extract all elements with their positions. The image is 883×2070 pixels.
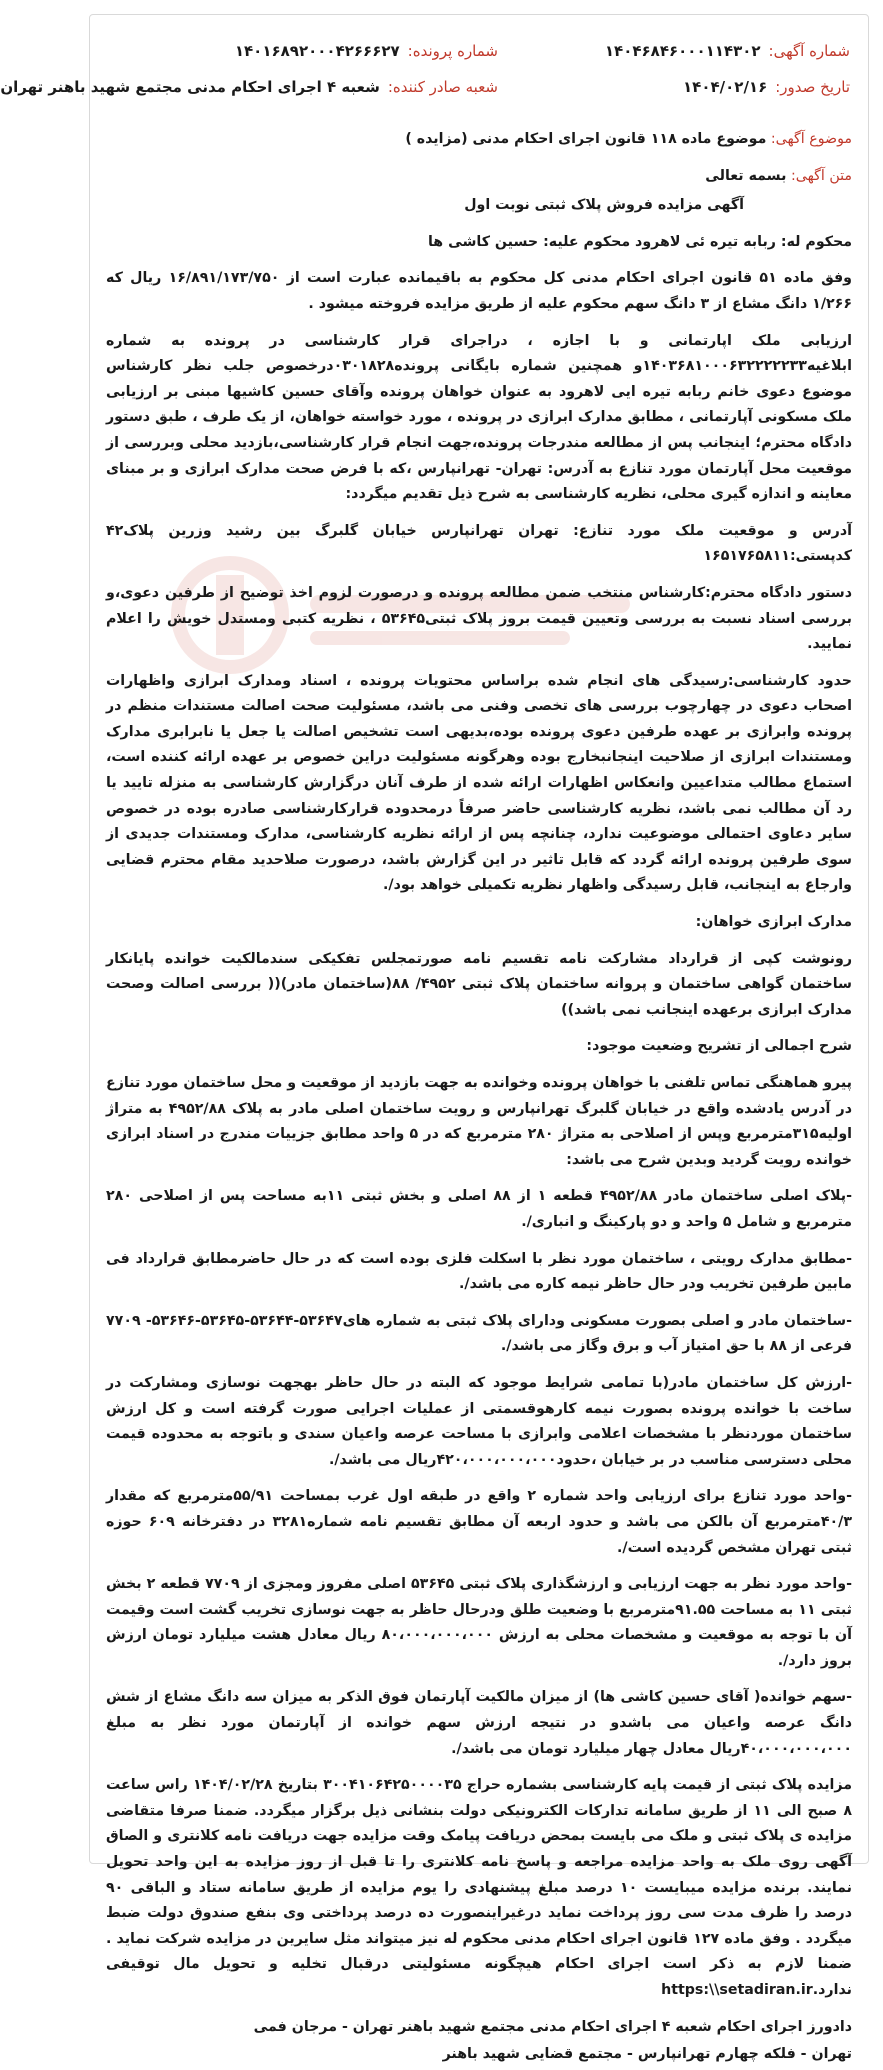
ad-title: آگهی مزایده فروش پلاک ثبتی نوبت اول: [464, 197, 744, 214]
footer-officer: دادورز اجرای احکام شعبه ۴ اجرای احکام مدنی مجتمع شهید باهنر تهران - مرجان فمی: [253, 2018, 852, 2035]
meta-row-numbers: [90, 37, 868, 65]
subject-line: [106, 127, 852, 153]
subject-text: موضوع ماده ۱۱۸ قانون اجرای احکام مدنی (مزایده ): [405, 131, 767, 147]
issue-date: [683, 73, 850, 101]
case-number: [235, 37, 498, 65]
case-number-value: ۱۴۰۱۶۸۹۲۰۰۰۴۲۶۶۶۲۷: [234, 42, 400, 60]
paragraph-auction-terms: مزایده پلاک ثبتی از قیمت پایه کارشناسی بشماره حراج ۳۰۰۴۱۰۶۴۲۵۰۰۰۰۳۵ بتاریخ ۱۴۰۴/۰۲/۲۸ راس ساعت ۸ صبح الی ۱۱ از طریق سامانه تدارکات الکترونیکی دولت بنشانی ذیل برگزار میگردد. ضمنا صرفا متقاضی مزایده ی پلاک ثبتی و ملک می بایست بمحض دریافت پیامک وقت مزایده جهت دریافت نامه کلانتری و الصاق آگهی روی ملک به واحد مزایده مراجعه و پاسخ نامه کلانتری را تا قبل از روز مزایده به این واحد تحویل نمایند. برنده مزایده میبایست ۱۰ درصد مبلغ پیشنهادی را یوم مزایده از طریق سامانه ستاد و الباقی ۹۰ درصد را ظرف مدت سی روز پرداخت نماید درغیراینصورت ده درصد پرداختی وی بنفع صندوق دولت ضبط میگردد . وفق ماده ۱۲۷ قانون اجرای احکام مدنی محکوم له نیز میتواند مثل سایرین در مزایده شرکت نماید . ضمنا لازم به ذکر است اجرای احکام هیچگونه مسئولیتی درقبال تخلیه و تحویل مال توقیفی ندارد.https:\\setadiran.ir: [106, 1777, 853, 1998]
ad-number: [605, 37, 850, 65]
issuer-value: شعبه ۴ اجرای احکام مدنی مجتمع شهید باهنر تهران: [0, 78, 380, 96]
ad-footer: [106, 2015, 852, 2068]
paragraph-status: پیرو هماهنگی تماس تلفنی با خواهان پرونده وخوانده به جهت بازدید از موقعیت و محل ساختمان مورد تنازع در آدرس یادشده واقع در خیابان گلبرگ تهرانپارس و رویت ساختمان اصلی مادر به پلاک ۴۹۵۲/۸۸ به متراژ اولیه۳۱۵مترمربع وپس از اصلاحی به متراژ ۲۸۰ مترمربع که در ۵ واحد مطابق جزییات مندرج در اسناد ابرازی خوانده رویت گردید وبدین شرح می باشد:: [106, 1075, 852, 1168]
paragraph-building-value: -ارزش کل ساختمان مادر(با تمامی شرایط موجود که البته در حال حاظر بهجهت نوسازی ومشارکت در ساخت با خوانده پرونده بصورت نیمه کارهوقسمتی از عملیات اجرایی صورت گرفته است و کل ارزش ساختمان موردنظر با مشخصات اعلامی وابرازی با مساحت عرصه واعیان سندی و باتوجه به محدوده قیمت محلی دسترسی مناسب در بر خیابان ،حدود۴۲۰،۰۰۰،۰۰۰،۰۰۰ریال می باشد/.: [106, 1374, 852, 1468]
paragraph-article-51: وفق ماده ۵۱ قانون اجرای احکام مدنی کل محکوم به باقیمانده عبارت است از ۱۶/۸۹۱/۱۷۳/۷۵۰ ریال که ۱/۲۶۶ دانگ مشاع از ۳ دانگ سهم محکوم علیه از طریق مزایده فروخته میشود .: [106, 270, 852, 312]
paragraph-address: آدرس و موقعیت ملک مورد تنازع: تهران تهرانپارس خیابان گلبرگ بین رشید وزرین پلاک۴۲ کدپستی:۱۶۵۱۷۶۵۸۱۱: [106, 522, 852, 565]
paragraph-disputed-unit: -واحد مورد تنازع برای ارزیابی واحد شماره ۲ واقع در طبقه اول غرب بمساحت ۵۵/۹۱مترمربع که مقدار ۴۰/۳مترمربع آن بالکن می باشد و حدود اربعه آن مطابق تقسیم نامه شماره۳۲۸۱ در دفترخانه ۶۰۹ حوزه ثبتی تهران مشخص گردیده است/.: [106, 1488, 853, 1556]
ad-number-value: ۱۴۰۴۶۸۴۶۰۰۰۱۱۴۳۰۲: [604, 42, 761, 60]
paragraph-scope: حدود کارشناسی:رسیدگی های انجام شده براساس محتویات پرونده ، اسناد ومدارک ابرازی واظهارات اصحاب دعوی در چهارچوب بررسی های تخصی وفنی می باشد، مسئولیت صحت اصالت مستندات منظم در پرونده وابرازی بر عهده طرفین دعوی پرونده بوده،بدیهی است تشخیص اصالت یا جعل یا نابرابری مدارک ومستندات ابرازی از صلاحیت اینجانبخارج بوده وهرگونه مسئولیت دراین خصوص بر عهده ارائه کننده است، استماع مطالب متداعیین وانعکاس اظهارات ارائه شده از طرف آنان درگزارش کارشناسی به منزله تایید یا رد آن مطالب نمی باشد، نظریه کارشناسی حاضر صرفاً درمحدوده قرارکارشناسی صادره بوده در خصوص سایر دعاوی احتمالی موضوعیت ندارد، چنانچه پس از ارائه نظریه کارشناسی، مدارک ومستندات جدیدی از سوی طرفین پرونده ارائه گردد که قابل تاثیر در این گزارش باشد، درصورت صلاحدید مقام محترم قضایی وارجاع به اینجانب، قابل رسیدگی واظهار نظریه تکمیلی خواهد بود/.: [106, 672, 852, 894]
ad-content: [106, 127, 852, 2070]
paragraph-structure: -مطابق مدارک رویتی ، ساختمان مورد نظر با اسکلت فلزی بوده است که در حال حاضرمطابق قرارداد فی مابین طرفین تخریب ودر حال حاظر نیمه کاره می باشد/.: [106, 1250, 852, 1293]
issuer-label: شعبه صادر کننده:: [387, 78, 498, 96]
paragraph-status-heading: شرح اجمالی از تشریح وضعیت موجود:: [586, 1038, 852, 1055]
issue-date-value: ۱۴۰۴/۰۲/۱۶: [683, 78, 768, 96]
issuer: [0, 73, 498, 101]
issue-date-label: تاریخ صدور:: [775, 78, 850, 96]
ad-metadata: [0, 15, 868, 115]
paragraph-sub-plots: -ساختمان مادر و اصلی بصورت مسکونی ودارای پلاک ثبتی به شماره های۵۳۶۴۷-۵۳۶۴۴-۵۳۶۴۵-۵۳۶۴۶- ۷۷۰۹ فرعی از ۸۸ با حق امتیاز آب و برق وگاز می باشد/.: [106, 1312, 852, 1355]
paragraph-documents: رونوشت کپی از قرارداد مشارکت نامه تقسیم نامه صورتمجلس تفکیکی سندمالکیت خوانده پایانکار ساختمان گواهی ساختمان و پروانه ساختمان پلاک ثبتی ۴۹۵۲/ ۸۸(ساختمان مادر)(( بررسی اصالت وصحت مدارک ابرازی برعهده اینجانب نمی باشد)): [106, 950, 852, 1018]
paragraph-defendant-share: -سهم خوانده( آقای حسین کاشی ها) از میزان مالکیت آپارتمان فوق الذکر به میزان سه دانگ مشاع از شش دانگ عرصه واعیان می باشدو در نتیجه ارزش سهم خوانده از آپارتمان مورد نظر به مبلغ ۴۰،۰۰۰،۰۰۰،۰۰۰ریال معادل چهار میلیارد تومان می باشد/.: [106, 1689, 852, 1757]
paragraph-documents-heading: مدارک ابرازی خواهان:: [695, 914, 852, 931]
paragraph-parties: محکوم له: ربابه تیره ئی لاهرود محکوم علیه: حسین کاشی ها: [427, 233, 852, 250]
paragraph-main-plot: -پلاک اصلی ساختمان مادر ۴۹۵۲/۸۸ قطعه ۱ از ۸۸ اصلی و بخش ثبتی ۱۱به مساحت پس از اصلاحی ۲۸۰ مترمربع و شامل ۵ واحد و دو پارکینگ و انباری/.: [106, 1188, 852, 1230]
paragraph-court-order: دستور دادگاه محترم:کارشناس منتخب ضمن مطالعه پرونده و درصورت لزوم اخذ توضیح از طرفین دعوی،و بررسی اسناد نسبت به بررسی وتعیین قیمت بروز پلاک ثبتی۵۳۶۴۵ ، نظریه کتبی ومستدل خویش را اعلام نمایید.: [106, 584, 852, 653]
meta-row-issuer: [0, 73, 868, 101]
paragraph-appraisal-intro: ارزیابی ملک اپارتمانی و با اجازه ، دراجرای قرار کارشناسی در پرونده به شماره ابلاغیه۱۴۰۳۶۸۱۰۰۰۶۳۲۲۲۲۲۳۳و همچنین شماره بایگانی پرونده۰۳۰۱۸۲۸درخصوص جلب نظر کارشناس موضوع دعوی خانم ربابه تیره ایی لاهرود به عنوان خواهان پرونده وآقای حسین کاشیها مبنی بر ارزیابی ملک مسکونی آپارتمانی ، مطابق مدارک ابرازی در پرونده ، مورد خواسته خواهان، از یک طرف ، طبق دستور دادگاه محترم؛ اینجانب پس از مطالعه مندرجات پرونده،جهت انجام قرار کارشناسی،بازدید محلی وبررسی از موقعیت محل آپارتمان مورد تنازع به آدرس: تهران- تهرانپارس ،که با فرض صحت مدارک ابرازی و بر مبنای معاینه و اندازه گیری محلی، نظریه کارشناسی به شرح ذیل تقدیم میگردد:: [106, 332, 852, 503]
subject-label: موضوع آگهی:: [770, 131, 852, 147]
case-number-label: شماره پرونده:: [407, 42, 498, 60]
paragraph-unit-value: -واحد مورد نظر به جهت ارزیابی و ارزشگذاری پلاک ثبتی ۵۳۶۴۵ اصلی مفروز ومجزی از ۷۷۰۹ قطعه ۲ بخش ثبتی ۱۱ به مساحت ۹۱.۵۵مترمربع با وضعیت طلق ودرحال حاظر به جهت نوسازی تخریب گشت است وقیمت آن با توجه به موقعیت و مشخصات محلی به ارزش ۸۰،۰۰۰،۰۰۰،۰۰۰ ریال معادل هشت میلیارد تومان ارزش بروز دارد/.: [106, 1576, 852, 1669]
ad-card: [0, 14, 869, 2063]
body-heading: [106, 164, 852, 190]
body-opening: بسمه تعالی: [705, 167, 787, 184]
footer-address: تهران - فلکه چهارم تهرانپارس - مجتمع قضایی شهید باهنر: [442, 2046, 852, 2063]
ad-number-label: شماره آگهی:: [768, 42, 850, 60]
body-label: متن آگهی:: [790, 167, 852, 184]
